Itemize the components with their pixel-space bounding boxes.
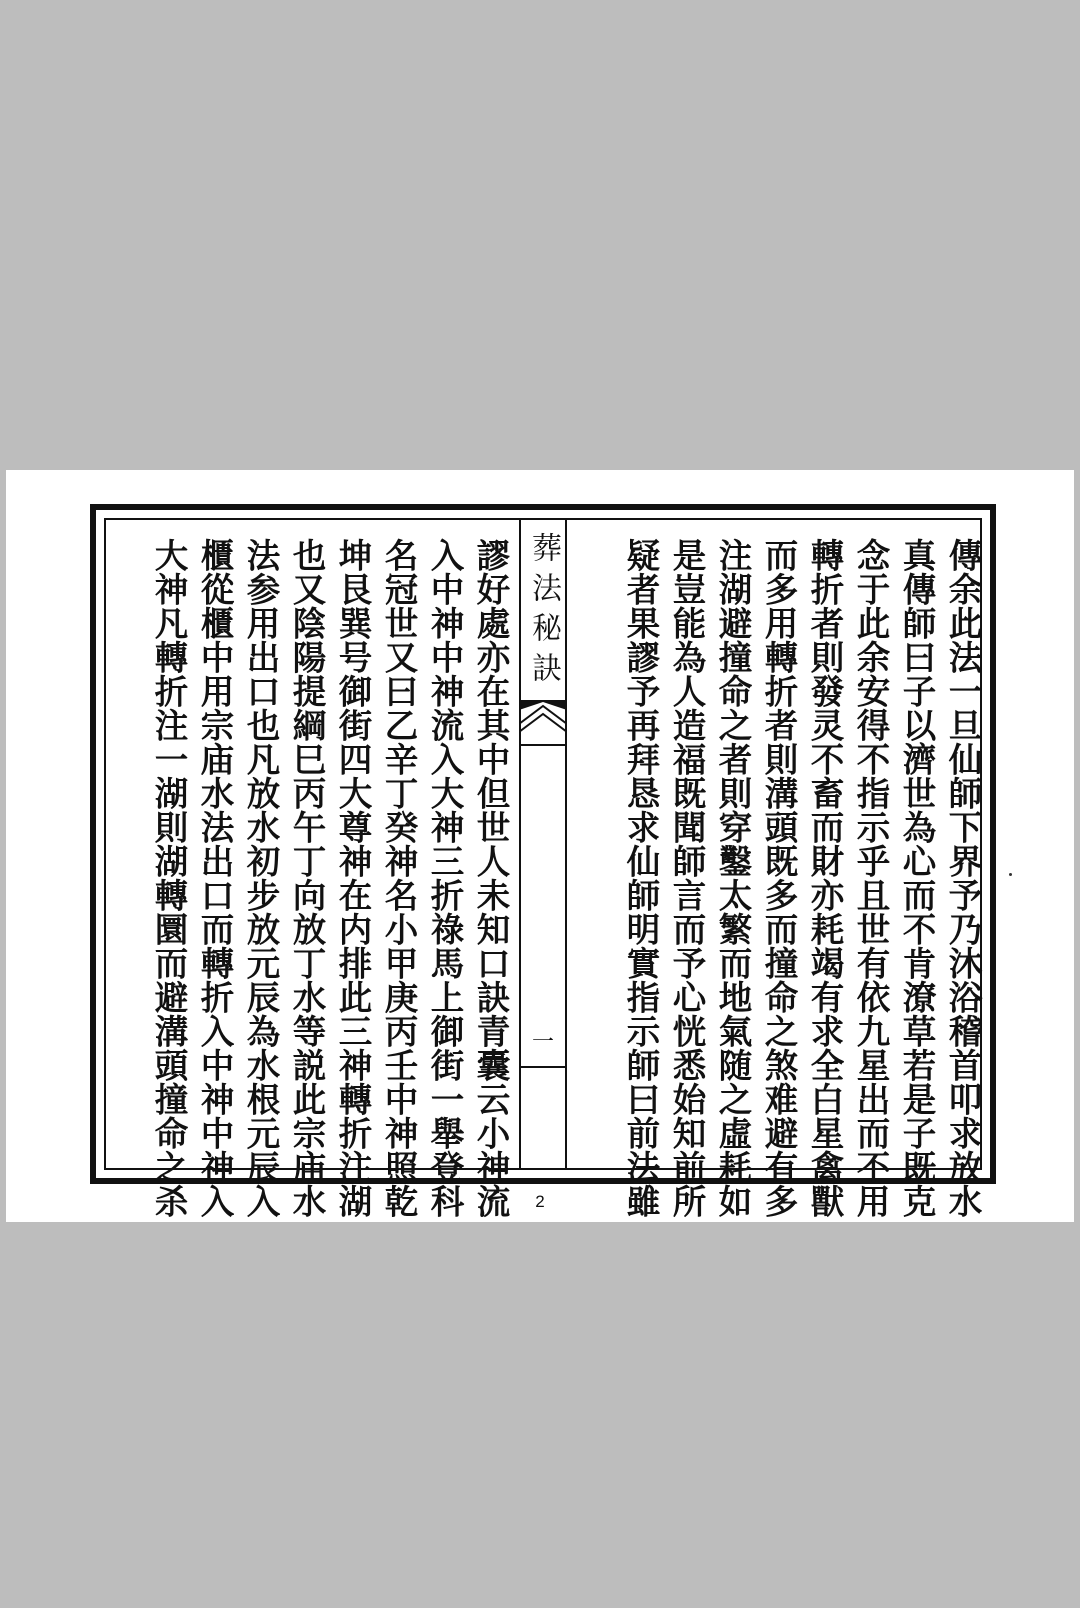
text-column-r4: 轉折者則發灵不畜而財亦耗竭有求全白星禽獸 (805, 538, 844, 1218)
text-column-r7: 是豈能為人造福既聞師言而予心恍悉始知前所 (667, 538, 706, 1218)
text-column-l7: 櫃從櫃中用宗庙水法出口而轉折入中神中神入 (195, 538, 234, 1218)
text-column-l1: 謬好處亦在其中但世人未知口訣青囊云小神流 (471, 538, 510, 1218)
text-column-l4: 坤艮巽号御街四大尊神在内排此三神轉折注湖 (333, 538, 372, 1218)
inner-border-frame (104, 518, 982, 1218)
gutter-divider-top (521, 744, 565, 746)
text-column-r6: 注湖避撞命之者則穿鑿太繁而地氣随之虛耗如 (713, 538, 752, 1218)
text-column-l2: 入中神中神流入大神三折祿馬上御街一舉登科 (425, 538, 464, 1218)
text-column-r2: 真傳師曰子以濟世為心而不肯潦草若是子既克 (897, 538, 936, 1218)
text-column-l6: 法参用出口也凡放水初步放元辰為水根元辰入 (241, 538, 280, 1218)
text-column-r1: 傳余此法一旦仙師下界予乃沐浴稽首叩求放水 (943, 538, 982, 1218)
text-column-r3: 念于此余安得不指示乎且世有依九星出而不用 (851, 538, 890, 1218)
page-number: 2 (535, 1192, 545, 1211)
text-column-r5: 而多用轉折者則溝頭既多而撞命之煞难避有多 (759, 538, 798, 1218)
outer-border-frame (90, 504, 996, 1218)
text-column-l8: 大神凡轉折注一湖則湖轉圜而避溝頭撞命之杀 (149, 538, 188, 1218)
text-column-r8: 疑者果謬予再拜恳求仙師明實指示師曰前法雖 (621, 538, 660, 1218)
scanned-page (6, 470, 1074, 1222)
gutter-divider-bottom (521, 1066, 565, 1068)
folio-number: 一 (531, 1030, 554, 1055)
book-title: 葬法秘訣 (526, 532, 561, 692)
text-column-l3: 名冠世又曰乙辛丁癸神名小甲庚丙壬中神照乾 (379, 538, 418, 1218)
text-column-l5: 也又陰陽提綱巳丙午丁向放丁水等説此宗庙水 (287, 538, 326, 1218)
ink-speck (1009, 873, 1012, 876)
